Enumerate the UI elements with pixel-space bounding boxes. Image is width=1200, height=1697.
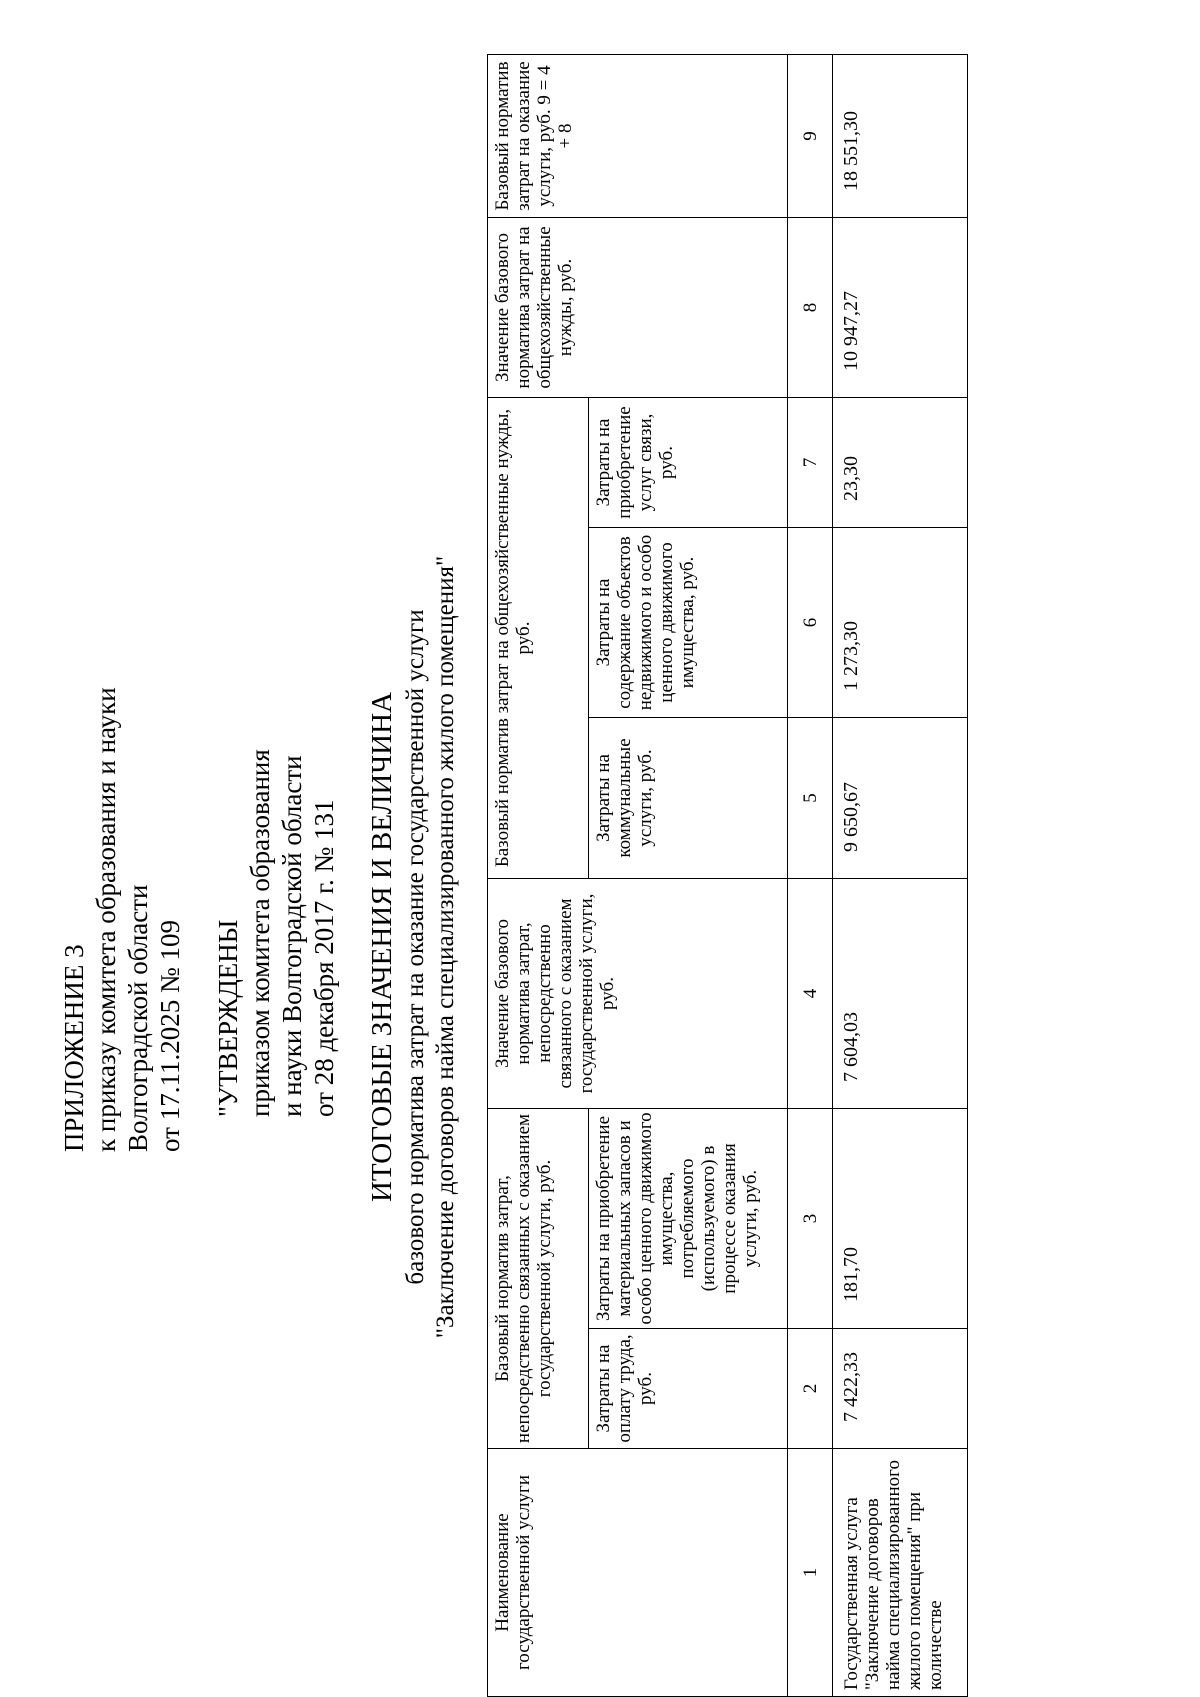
appendix-line-2: к приказу комитета образования и науки <box>91 687 121 1152</box>
title-subtitle-2: "Заключение договоров найма специализированного жилого помещения" <box>432 555 459 1339</box>
column-number: 7 <box>788 397 833 527</box>
header-direct-total: Значение базового норматива затрат, непосредственно связанного с оказанием государственной услуги, руб. <box>488 878 788 1108</box>
appendix-line-1: ПРИЛОЖЕНИЕ 3 <box>59 944 89 1152</box>
column-number-row <box>788 54 833 1696</box>
document-title <box>365 397 461 1497</box>
appendix-header <box>58 687 186 1152</box>
header-general-group: Базовый норматив затрат на общехозяйственные нужды, руб. <box>488 397 589 878</box>
approval-line-3: и науки Волгоградской области <box>277 755 307 1117</box>
header-row-1 <box>488 54 589 1696</box>
header-general-communication: Затраты на приобретение услуг связи, руб. <box>589 397 788 527</box>
header-direct-materials: Затраты на приобретение материальных запасов и особо ценного движимого имущества, потребляемого (используемого) в процессе оказания услуги, руб. <box>589 1108 788 1328</box>
header-name: Наименование государственной услуги <box>488 1449 788 1697</box>
communication-cost-cell: 23,30 <box>833 397 968 527</box>
header-general-maintenance: Затраты на содержание объектов недвижимого и особо ценного движимого имущества, руб. <box>589 527 788 717</box>
column-number: 8 <box>788 217 833 397</box>
appendix-line-4: от 17.11.2025 № 109 <box>155 920 185 1152</box>
title-subtitle-1: базового норматива затрат на оказание государственной услуги <box>402 609 429 1285</box>
appendix-line-3: Волгоградской области <box>123 884 153 1152</box>
maintenance-cost-cell: 1 273,30 <box>833 527 968 717</box>
materials-cost-cell: 181,70 <box>833 1108 968 1328</box>
header-general-total: Значение базового норматива затрат на общехозяйственные нужды, руб. <box>488 217 788 397</box>
service-name-cell: Государственная услуга "Заключение договоров найма специализированного жилого помещения" при количестве <box>833 1449 968 1697</box>
labor-cost-cell: 7 422,33 <box>833 1329 968 1449</box>
header-direct-group: Базовый норматив затрат, непосредственно связанных с оказанием государственной услуги, руб. <box>488 1108 589 1448</box>
column-number: 9 <box>788 54 833 217</box>
direct-total-cell: 7 604,03 <box>833 878 968 1108</box>
approval-header <box>212 749 340 1117</box>
column-number: 4 <box>788 878 833 1108</box>
header-base-total: Базовый норматив затрат на оказание услуги, руб. 9 = 4 + 8 <box>488 54 788 217</box>
header-general-utilities: Затраты на коммунальные услуги, руб. <box>589 717 788 878</box>
column-number: 1 <box>788 1449 833 1697</box>
utilities-cost-cell: 9 650,67 <box>833 717 968 878</box>
column-number: 6 <box>788 527 833 717</box>
general-total-cell: 10 947,27 <box>833 217 968 397</box>
base-total-cell: 18 551,30 <box>833 54 968 217</box>
column-number: 3 <box>788 1108 833 1328</box>
title-main: ИТОГОВЫЕ ЗНАЧЕНИЯ И ВЕЛИЧИНА <box>366 692 398 1203</box>
table-row <box>833 54 968 1696</box>
column-number: 5 <box>788 717 833 878</box>
norm-table <box>487 54 968 1697</box>
column-number: 2 <box>788 1329 833 1449</box>
approval-line-2: приказом комитета образования <box>245 749 275 1117</box>
approval-line-1: "УТВЕРЖДЕНЫ <box>213 919 243 1117</box>
header-direct-labor: Затраты на оплату труда, руб. <box>589 1329 788 1449</box>
approval-line-4: от 28 декабря 2017 г. № 131 <box>309 799 339 1117</box>
